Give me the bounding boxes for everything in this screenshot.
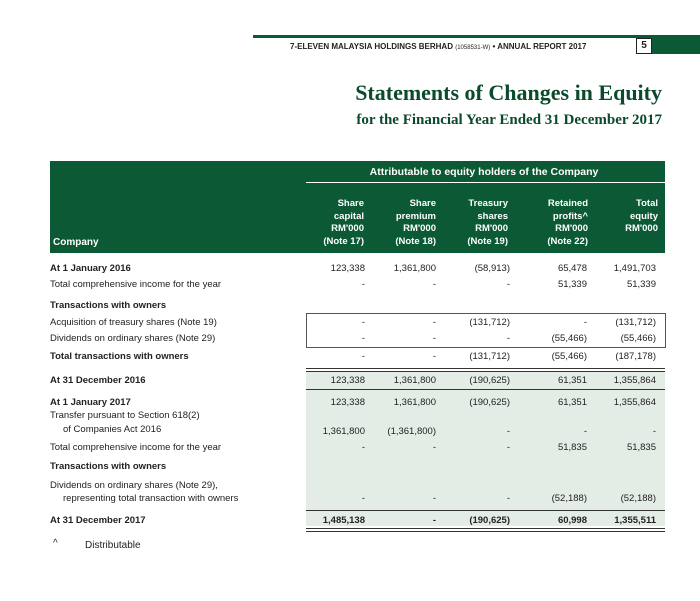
- final-rule: [306, 510, 665, 511]
- row-label: Transfer pursuant to Section 618(2): [50, 410, 200, 421]
- table-cell: -: [652, 426, 656, 437]
- table-cell: -: [361, 442, 365, 453]
- table-cell: 123,338: [330, 263, 365, 274]
- table-cell: -: [506, 426, 510, 437]
- column-header-retained-profits: Retained profits^ RM'000 (Note 22): [547, 198, 588, 247]
- table-cell: -: [432, 333, 436, 344]
- table-cell: -: [506, 333, 510, 344]
- page-bar: [652, 38, 700, 54]
- table-cell: 51,339: [626, 279, 656, 290]
- table-cell: (58,913): [474, 263, 510, 274]
- page-title: Statements of Changes in Equity: [355, 80, 662, 105]
- column-header-treasury-shares: Treasury shares RM'000 (Note 19): [467, 198, 508, 247]
- table-cell: 1,485,138: [322, 515, 365, 526]
- row-label: Total comprehensive income for the year: [50, 279, 222, 290]
- table-cell: 65,478: [557, 263, 587, 274]
- table-cell: -: [432, 442, 436, 453]
- table-cell: 1,361,800: [393, 263, 436, 274]
- row-label: Total comprehensive income for the year: [50, 442, 222, 453]
- table-cell: 1,361,800: [322, 426, 365, 437]
- row-label: Total transactions with owners: [50, 351, 189, 362]
- table-cell: 1,491,703: [613, 263, 656, 274]
- subtotal-rule: [306, 371, 665, 372]
- table-cell: (52,188): [551, 493, 587, 504]
- row-label: Transactions with owners: [50, 300, 167, 311]
- column-header-total-equity: Total equity RM'000: [625, 198, 658, 234]
- table-cell: 1,355,864: [613, 375, 656, 386]
- table-cell: 60,998: [557, 515, 587, 526]
- table-cell: 1,361,800: [393, 397, 436, 408]
- table-cell: (1,361,800): [387, 426, 436, 437]
- table-cell: 1,355,864: [613, 397, 656, 408]
- table-cell: 51,339: [557, 279, 587, 290]
- table-cell: 123,338: [330, 397, 365, 408]
- table-cell: -: [506, 279, 510, 290]
- table-cell: -: [506, 442, 510, 453]
- row-label: Acquisition of treasury shares (Note 19): [50, 317, 217, 328]
- row-label: Dividends on ordinary shares (Note 29),: [50, 480, 218, 491]
- header-company: 7-ELEVEN MALAYSIA HOLDINGS BERHAD: [290, 42, 453, 51]
- total-rule: [306, 389, 665, 390]
- table-cell: (187,178): [615, 351, 656, 362]
- table-cell: 51,835: [626, 442, 656, 453]
- table-cell: -: [432, 493, 436, 504]
- table-cell: 123,338: [330, 375, 365, 386]
- footnote-text: Distributable: [85, 540, 141, 551]
- table-cell: 61,351: [557, 375, 587, 386]
- column-header-share-capital: Share capital RM'000 (Note 17): [323, 198, 364, 247]
- final-underline: [306, 531, 665, 532]
- table-cell: -: [361, 351, 365, 362]
- page-subtitle: for the Financial Year Ended 31 December 2017: [356, 112, 662, 128]
- header-rule: [253, 35, 700, 38]
- table-cell: 61,351: [557, 397, 587, 408]
- report-header: [290, 42, 586, 51]
- header-separator: •: [492, 42, 496, 51]
- table-cell: -: [432, 515, 436, 526]
- table-cell: -: [361, 317, 365, 328]
- table-cell: (131,712): [615, 317, 656, 328]
- header-registration: (1058531-W): [455, 45, 491, 51]
- transactions-box: [306, 313, 666, 348]
- table-cell: -: [361, 279, 365, 290]
- table-cell: (131,712): [469, 317, 510, 328]
- table-cell: -: [432, 279, 436, 290]
- row-label-continued: of Companies Act 2016: [63, 424, 162, 435]
- row-label: At 31 December 2017: [50, 515, 146, 526]
- table-cell: (190,625): [469, 515, 510, 526]
- row-label: At 1 January 2016: [50, 263, 131, 274]
- attributable-label: Attributable to equity holders of the Company: [369, 166, 599, 178]
- table-cell: (55,466): [620, 333, 656, 344]
- table-cell: -: [583, 317, 587, 328]
- table-cell: (190,625): [469, 397, 510, 408]
- row-label: At 31 December 2016: [50, 375, 146, 386]
- row-label-continued: representing total transaction with owners: [63, 493, 239, 504]
- table-cell: (55,466): [551, 333, 587, 344]
- shaded-2017-section: [306, 372, 665, 526]
- company-label: Company: [53, 237, 99, 248]
- row-label: At 1 January 2017: [50, 397, 131, 408]
- footnote-mark: ^: [53, 538, 58, 549]
- row-label: Dividends on ordinary shares (Note 29): [50, 333, 216, 344]
- table-cell: 1,361,800: [393, 375, 436, 386]
- table-cell: (52,188): [620, 493, 656, 504]
- table-cell: (190,625): [469, 375, 510, 386]
- attributable-rule: [306, 182, 665, 183]
- column-header-share-premium: Share premium RM'000 (Note 18): [395, 198, 436, 247]
- table-cell: (131,712): [469, 351, 510, 362]
- final-underline: [306, 528, 665, 529]
- header-report: ANNUAL REPORT 2017: [497, 42, 587, 51]
- table-cell: -: [432, 351, 436, 362]
- table-cell: 51,835: [557, 442, 587, 453]
- subtotal-rule: [306, 368, 665, 369]
- table-cell: -: [583, 426, 587, 437]
- row-label: Transactions with owners: [50, 461, 167, 472]
- table-cell: 1,355,511: [614, 515, 656, 526]
- page-number: 5: [636, 38, 652, 54]
- table-cell: -: [361, 333, 365, 344]
- table-cell: -: [432, 317, 436, 328]
- table-cell: -: [361, 493, 365, 504]
- table-cell: -: [506, 493, 510, 504]
- table-cell: (55,466): [551, 351, 587, 362]
